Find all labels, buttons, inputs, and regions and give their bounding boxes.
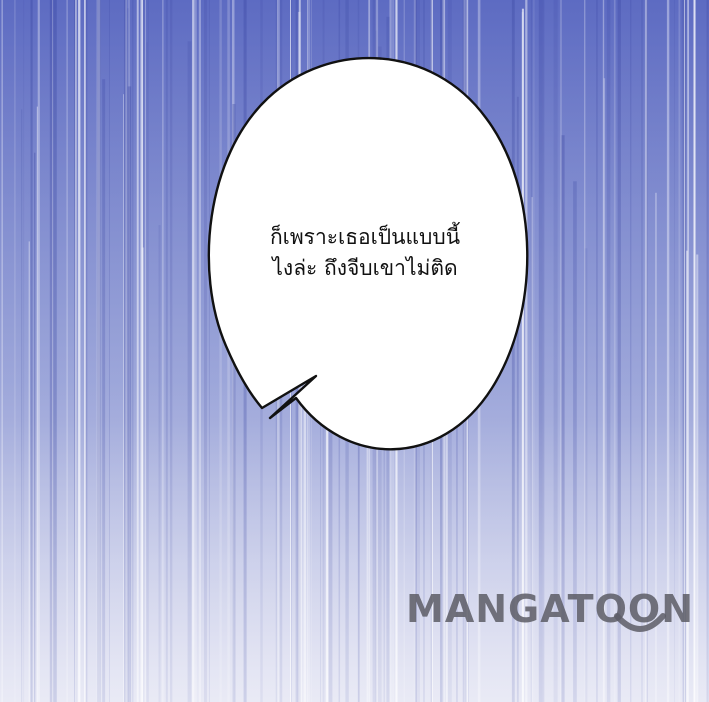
dialogue-line-1: ก็เพราะเธอเป็นแบบนี้ [269,225,461,249]
speech-bubble-text [220,222,510,284]
watermark-text: MANGATOON [406,587,695,631]
smile-icon [611,612,669,640]
dialogue-line-2: ไงล่ะ ถึงจีบเขาไม่ติด [272,256,458,280]
mangatoon-watermark [406,586,709,646]
